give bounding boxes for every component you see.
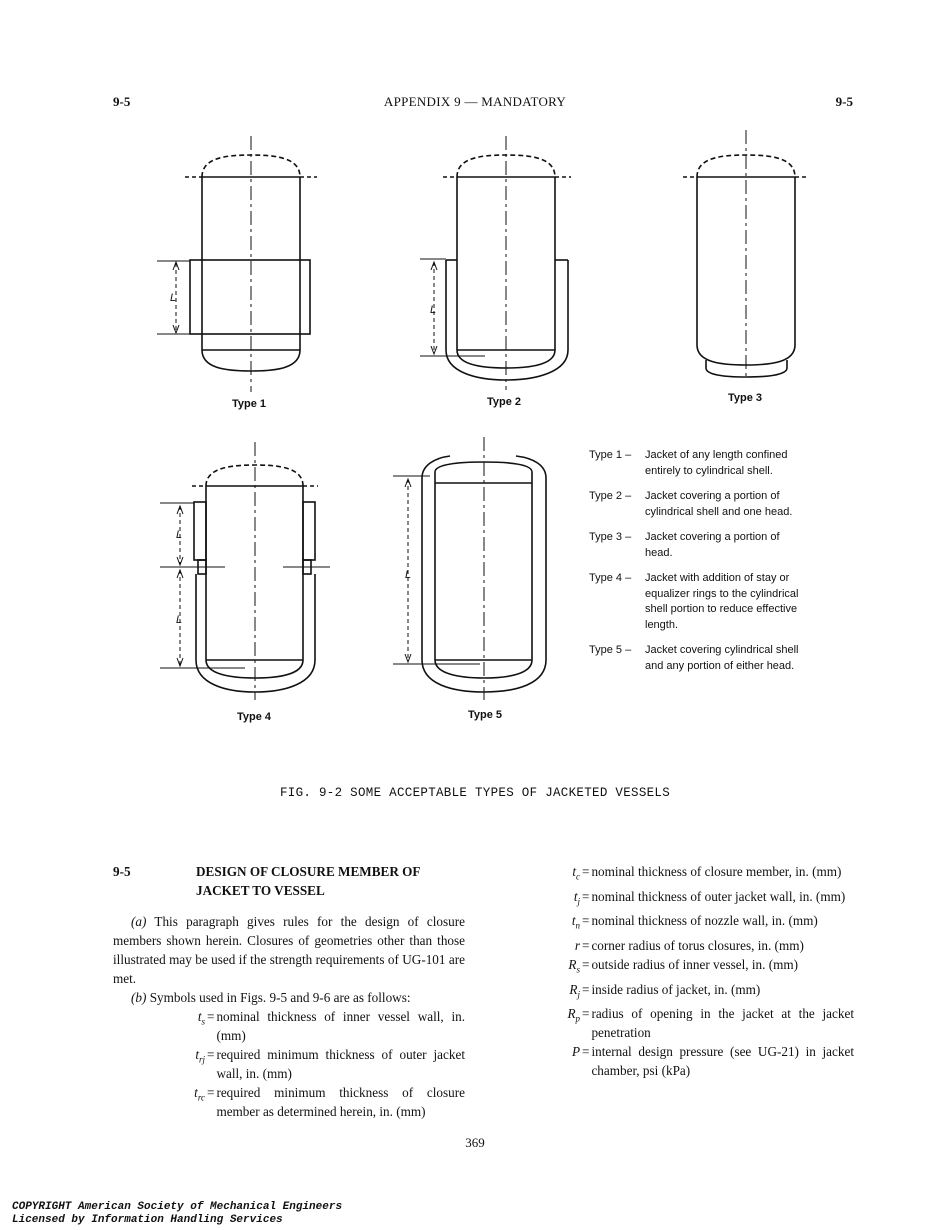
legend-desc: Jacket covering cylindrical shell and any portion of either head.	[645, 644, 799, 672]
section-number: 9-5	[113, 864, 131, 879]
section-heading	[113, 862, 465, 900]
symbol: $R_s$	[568, 956, 580, 975]
symbol-list-right	[540, 862, 854, 1080]
header-section-left: 9-5	[113, 94, 131, 109]
left-column	[113, 862, 465, 1121]
symbol-definition: P = internal design pressure (see UG-21) in jacket chamber, psi (kPa)	[540, 1042, 854, 1080]
symbol: $t_s$	[197, 1009, 205, 1027]
symbol-meaning: nominal thickness of closure member, in. (mm)	[591, 864, 842, 879]
symbol-meaning: internal design pressure (see UG-21) in jacket chamber, psi (kPa)	[591, 1044, 854, 1079]
symbol: $t_n$	[571, 913, 580, 931]
symbol: P	[571, 1044, 580, 1060]
paragraph-a-text: This paragraph gives rules for the design of closure members shown herein. Closures of geometries other than those illustrated may be used if the strength requirements of UG-101 are met.	[113, 914, 465, 986]
type-1-label: Type 1	[232, 398, 267, 410]
vessel-type-4	[160, 442, 330, 700]
dim-label-type-1: L	[170, 292, 177, 304]
header-title: APPENDIX 9 — MANDATORY	[383, 94, 567, 109]
symbol-meaning: nominal thickness of outer jacket wall, in. (mm)	[591, 888, 846, 904]
symbol: $t_{rc}$	[194, 1085, 205, 1103]
symbol-meaning: radius of opening in the jacket at the jacket penetration	[591, 1006, 854, 1041]
symbol-meaning: corner radius of torus closures, in. (mm)	[591, 937, 804, 953]
paragraph-a-label: (a)	[131, 914, 147, 929]
section-title: DESIGN OF CLOSURE MEMBER OF JACKET TO VESSEL	[196, 864, 420, 898]
legend-item	[589, 448, 809, 479]
legend-desc: Jacket covering a portion of head.	[645, 531, 780, 559]
figure-caption: FIG. 9-2 SOME ACCEPTABLE TYPES OF JACKETED VESSELS	[279, 786, 671, 800]
figure-legend	[589, 448, 809, 684]
symbol-definition: $t_{rc}$ = required minimum thickness of closure member as determined herein, in. (mm)	[113, 1083, 465, 1121]
paragraph-b-label: (b)	[131, 990, 147, 1005]
legend-item	[589, 530, 809, 561]
legend-item	[589, 489, 809, 520]
legend-type: Type 1 –	[589, 449, 632, 461]
vessel-type-3	[683, 130, 809, 380]
footer-line-1: COPYRIGHT American Society of Mechanical Engineers	[12, 1201, 343, 1213]
symbol-definition: $R_p$ = radius of opening in the jacket at the jacket penetration	[540, 1004, 854, 1042]
legend-desc: Jacket of any length confined entirely to cylindrical shell.	[645, 449, 788, 477]
legend-type: Type 3 –	[589, 531, 632, 543]
symbol-meaning: outside radius of inner vessel, in. (mm)	[591, 956, 799, 972]
footer-line-2: Licensed by Information Handling Services	[12, 1213, 283, 1226]
symbol-definition: $t_n$ = nominal thickness of nozzle wall, in. (mm)	[540, 911, 854, 936]
vessel-type-1	[157, 136, 317, 392]
legend-item	[589, 571, 809, 633]
legend-type: Type 4 –	[589, 572, 632, 584]
header-section-right: 9-5	[835, 94, 853, 109]
legend-type: Type 2 –	[589, 490, 632, 502]
vessel-type-5	[393, 437, 546, 700]
symbol-meaning: required minimum thickness of outer jacket wall, in. (mm)	[216, 1047, 465, 1081]
dim-label-type-5: L	[405, 569, 412, 581]
symbol-meaning: nominal thickness of nozzle wall, in. (mm)	[591, 913, 818, 929]
symbol: $t_{rj}$	[195, 1047, 205, 1065]
type-2-label: Type 2	[487, 396, 522, 408]
symbol-meaning: required minimum thickness of closure member as determined herein, in. (mm)	[216, 1085, 465, 1119]
symbol: $t_j$	[573, 888, 580, 907]
symbol-list-left	[113, 1007, 465, 1121]
type-4-label: Type 4	[237, 711, 272, 723]
legend-item	[589, 643, 809, 674]
type-3-label: Type 3	[728, 392, 763, 404]
right-column	[540, 862, 854, 1080]
copyright-footer	[12, 1201, 342, 1226]
symbol-definition: $t_{rj}$ = required minimum thickness of outer jacket wall, in. (mm)	[113, 1045, 465, 1083]
vessel-type-2	[420, 136, 571, 390]
page-number: 369	[465, 1135, 485, 1150]
dim-label-type-4-lower: L	[176, 614, 183, 626]
symbol-definition: $t_c$ = nominal thickness of closure member, in. (mm)	[540, 862, 854, 887]
symbol-definition: $t_s$ = nominal thickness of inner vessel wall, in. (mm)	[113, 1007, 465, 1045]
symbol-definition: $R_j$ = inside radius of jacket, in. (mm)	[540, 980, 854, 1005]
symbol-definition: r = corner radius of torus closures, in. (mm)	[540, 936, 854, 955]
symbol-meaning: inside radius of jacket, in. (mm)	[591, 981, 761, 997]
paragraph-b-text: Symbols used in Figs. 9-5 and 9-6 are as follows:	[149, 990, 411, 1005]
legend-desc: Jacket covering a portion of cylindrical shell and one head.	[645, 490, 793, 518]
type-5-label: Type 5	[468, 709, 503, 721]
dim-label-type-4-upper: L	[176, 529, 183, 541]
dim-label-type-2: L	[430, 304, 437, 316]
symbol: $t_c$	[572, 864, 580, 882]
legend-desc: Jacket with addition of stay or equalizer rings to the cylindrical shell portion to reduce effective length.	[645, 572, 799, 631]
legend-type: Type 5 –	[589, 644, 632, 656]
symbol: $R_j$	[569, 981, 580, 1000]
symbol-definition: $R_s$ = outside radius of inner vessel, in. (mm)	[540, 955, 854, 980]
symbol: $R_p$	[567, 1006, 580, 1024]
symbol-meaning: nominal thickness of inner vessel wall, in. (mm)	[216, 1009, 465, 1043]
symbol: r	[574, 937, 580, 953]
paragraph-a	[113, 912, 465, 988]
paragraph-b	[113, 988, 465, 1007]
symbol-definition: $t_j$ = nominal thickness of outer jacket wall, in. (mm)	[540, 887, 854, 912]
